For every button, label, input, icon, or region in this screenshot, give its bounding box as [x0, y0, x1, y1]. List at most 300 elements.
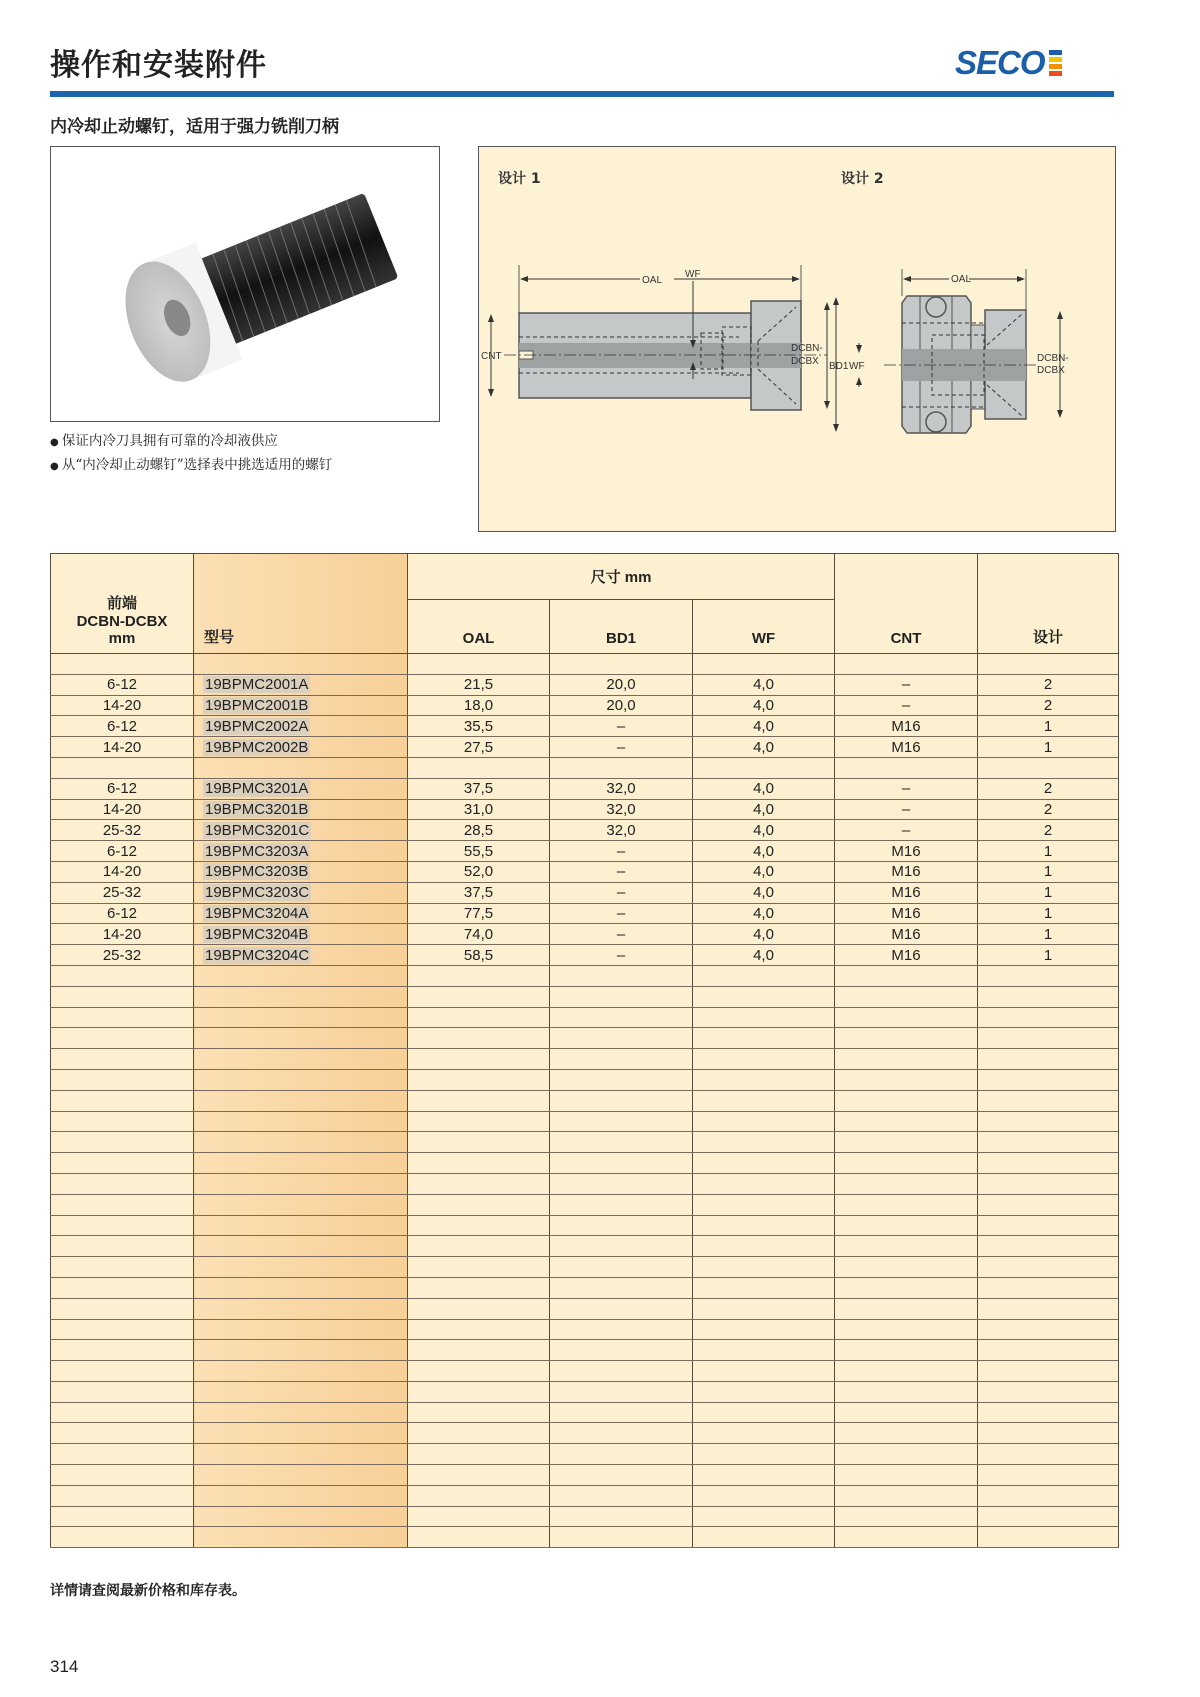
cell-cnt: [835, 1444, 978, 1465]
cell-oal: [408, 1069, 550, 1090]
blank-row: [51, 1090, 1119, 1111]
header-model: 型号: [194, 554, 408, 654]
blank-row: [51, 1236, 1119, 1257]
cell-bd1: –: [550, 716, 693, 737]
cell-oal: 21,5: [408, 674, 550, 695]
cell-design: [978, 986, 1119, 1007]
model-code: 19BPMC3201B: [205, 800, 309, 818]
cell-oal: [408, 1007, 550, 1028]
cell-cnt: [835, 1194, 978, 1215]
table-row: [51, 903, 1119, 924]
cell-bd1: [550, 1111, 693, 1132]
cell-oal: [408, 1298, 550, 1319]
cell-cnt: [835, 986, 978, 1007]
cell-oal: [408, 1423, 550, 1444]
cell-front-size: 6-12: [51, 903, 194, 924]
cell-model: [194, 841, 408, 862]
cell-design: [978, 1298, 1119, 1319]
cell-bd1: [550, 1277, 693, 1298]
cell-model: [194, 1069, 408, 1090]
model-code: 19BPMC2002A: [205, 717, 309, 735]
oal-dim-label: OAL: [642, 275, 663, 286]
cell-front-size: [51, 1028, 194, 1049]
cell-bd1: [550, 1069, 693, 1090]
cell-cnt: [835, 1402, 978, 1423]
cell-model: [194, 1340, 408, 1361]
cell-front-size: [51, 757, 194, 778]
feature-list: [50, 430, 332, 478]
technical-drawings: [478, 146, 1116, 532]
cell-wf: [693, 1444, 835, 1465]
cell-model: [194, 1423, 408, 1444]
cell-cnt: [835, 1215, 978, 1236]
cell-cnt: –: [835, 820, 978, 841]
cell-design: [978, 1153, 1119, 1174]
cell-design: [978, 1090, 1119, 1111]
cell-model: [194, 1173, 408, 1194]
cell-oal: [408, 1153, 550, 1174]
cell-oal: [408, 1090, 550, 1111]
cell-cnt: [835, 1173, 978, 1194]
cell-cnt: [835, 1465, 978, 1486]
cell-design: 2: [978, 820, 1119, 841]
cell-model: [194, 1465, 408, 1486]
blank-row: [51, 1527, 1119, 1548]
cell-wf: [693, 654, 835, 675]
cell-wf: 4,0: [693, 841, 835, 862]
cell-front-size: 25-32: [51, 945, 194, 966]
cell-front-size: [51, 1132, 194, 1153]
cell-front-size: [51, 1319, 194, 1340]
cnt-dim-label: CNT: [481, 351, 502, 362]
cell-oal: [408, 1236, 550, 1257]
header-front-line2: DCBN-DCBX: [76, 613, 168, 630]
cell-front-size: [51, 1277, 194, 1298]
cell-design: 1: [978, 861, 1119, 882]
cell-bd1: [550, 1381, 693, 1402]
cell-front-size: 14-20: [51, 861, 194, 882]
blank-row: [51, 1277, 1119, 1298]
cell-oal: 58,5: [408, 945, 550, 966]
cell-wf: [693, 1028, 835, 1049]
model-code: 19BPMC3204A: [205, 904, 309, 922]
cell-oal: [408, 1194, 550, 1215]
cell-design: [978, 1506, 1119, 1527]
cell-oal: 52,0: [408, 861, 550, 882]
cell-front-size: 14-20: [51, 799, 194, 820]
cell-front-size: 6-12: [51, 778, 194, 799]
oal-dim-label-2: OAL: [951, 274, 972, 285]
cell-design: 2: [978, 695, 1119, 716]
cell-design: [978, 1132, 1119, 1153]
cell-design: [978, 1423, 1119, 1444]
blank-row: [51, 1485, 1119, 1506]
feature-item: ● 从“内冷却止动螺钉”选择表中挑选适用的螺钉: [50, 454, 332, 478]
cell-model: [194, 1194, 408, 1215]
cell-wf: [693, 1361, 835, 1382]
model-code: 19BPMC3201A: [205, 780, 309, 798]
cell-design: 1: [978, 841, 1119, 862]
cell-cnt: M16: [835, 882, 978, 903]
cell-front-size: [51, 1298, 194, 1319]
cell-cnt: [835, 1153, 978, 1174]
blank-row: [51, 1465, 1119, 1486]
cell-bd1: [550, 757, 693, 778]
cell-model: [194, 799, 408, 820]
cell-model: [194, 695, 408, 716]
cell-oal: 35,5: [408, 716, 550, 737]
dcbx-dim-label-2: DCBX: [1037, 365, 1065, 376]
cell-oal: [408, 1173, 550, 1194]
cell-wf: [693, 1257, 835, 1278]
cell-bd1: [550, 1298, 693, 1319]
cell-front-size: [51, 1402, 194, 1423]
cell-wf: [693, 1236, 835, 1257]
cell-model: [194, 757, 408, 778]
cell-cnt: [835, 1506, 978, 1527]
cell-design: [978, 1049, 1119, 1070]
cell-design: 1: [978, 924, 1119, 945]
cell-model: [194, 1049, 408, 1070]
cell-cnt: [835, 1132, 978, 1153]
cell-wf: [693, 1153, 835, 1174]
cell-bd1: [550, 1319, 693, 1340]
header-wf: WF: [693, 600, 835, 654]
cell-bd1: [550, 1007, 693, 1028]
bd1-dim-label: BD1: [829, 361, 849, 372]
cell-model: [194, 1381, 408, 1402]
cell-cnt: [835, 1028, 978, 1049]
cell-wf: [693, 1298, 835, 1319]
cell-model: [194, 1277, 408, 1298]
design-2-label: 设计 2: [841, 171, 884, 187]
cell-cnt: [835, 1423, 978, 1444]
cell-front-size: [51, 654, 194, 675]
cell-oal: 77,5: [408, 903, 550, 924]
cell-bd1: 32,0: [550, 820, 693, 841]
cell-design: [978, 1361, 1119, 1382]
cell-model: [194, 1132, 408, 1153]
cell-wf: [693, 1194, 835, 1215]
cell-model: [194, 716, 408, 737]
cell-wf: 4,0: [693, 674, 835, 695]
cell-cnt: [835, 1381, 978, 1402]
cell-design: [978, 1236, 1119, 1257]
cell-wf: 4,0: [693, 799, 835, 820]
cell-front-size: 14-20: [51, 737, 194, 758]
cell-wf: [693, 757, 835, 778]
cell-bd1: [550, 1506, 693, 1527]
cell-model: [194, 1527, 408, 1548]
cell-design: [978, 1527, 1119, 1548]
cell-cnt: M16: [835, 903, 978, 924]
cell-model: [194, 1298, 408, 1319]
cell-front-size: [51, 1215, 194, 1236]
cell-wf: [693, 1527, 835, 1548]
cell-cnt: [835, 1277, 978, 1298]
model-code: 19BPMC2001B: [205, 696, 309, 714]
cell-oal: [408, 1485, 550, 1506]
cell-model: [194, 1257, 408, 1278]
cell-front-size: [51, 1257, 194, 1278]
blank-row: [51, 1215, 1119, 1236]
design-1-label: 设计 1: [498, 171, 541, 187]
cell-oal: 28,5: [408, 820, 550, 841]
cell-cnt: M16: [835, 737, 978, 758]
cell-wf: 4,0: [693, 820, 835, 841]
cell-oal: [408, 1402, 550, 1423]
cell-model: [194, 820, 408, 841]
model-code: 19BPMC3203C: [205, 884, 310, 902]
cell-bd1: 20,0: [550, 674, 693, 695]
cell-oal: [408, 1215, 550, 1236]
cell-oal: [408, 1049, 550, 1070]
cell-front-size: [51, 1069, 194, 1090]
cell-oal: [408, 1381, 550, 1402]
cell-wf: 4,0: [693, 882, 835, 903]
cell-bd1: [550, 1340, 693, 1361]
design-1-drawing: [481, 170, 827, 410]
cell-oal: [408, 1527, 550, 1548]
cell-cnt: [835, 1236, 978, 1257]
cell-front-size: [51, 965, 194, 986]
cell-design: [978, 1194, 1119, 1215]
cell-front-size: 25-32: [51, 882, 194, 903]
cell-cnt: [835, 1527, 978, 1548]
blank-row: [51, 1298, 1119, 1319]
cell-front-size: [51, 1007, 194, 1028]
cell-wf: [693, 1173, 835, 1194]
table-row: [51, 882, 1119, 903]
cell-model: [194, 1090, 408, 1111]
model-code: 19BPMC3204C: [205, 946, 310, 964]
table-row: [51, 778, 1119, 799]
table-row: [51, 799, 1119, 820]
cell-wf: [693, 986, 835, 1007]
cell-wf: 4,0: [693, 924, 835, 945]
cell-bd1: [550, 1173, 693, 1194]
dcbn-dim-label-2: DCBN-: [1037, 353, 1069, 364]
cell-front-size: 14-20: [51, 695, 194, 716]
cell-model: [194, 1028, 408, 1049]
cell-cnt: [835, 1069, 978, 1090]
cell-wf: 4,0: [693, 903, 835, 924]
cell-cnt: [835, 654, 978, 675]
cell-bd1: [550, 1236, 693, 1257]
cell-design: [978, 1215, 1119, 1236]
cell-model: [194, 882, 408, 903]
cell-front-size: [51, 1381, 194, 1402]
cell-design: 1: [978, 903, 1119, 924]
cell-oal: 31,0: [408, 799, 550, 820]
cell-wf: [693, 1340, 835, 1361]
header-design: 设计: [978, 554, 1119, 654]
feature-item: ● 保证内冷刀具拥有可靠的冷却液供应: [50, 430, 332, 454]
cell-wf: [693, 1485, 835, 1506]
model-code: 19BPMC2002B: [205, 738, 309, 756]
cell-cnt: –: [835, 778, 978, 799]
header-dims: 尺寸 mm: [408, 554, 835, 600]
cell-oal: 55,5: [408, 841, 550, 862]
cell-model: [194, 737, 408, 758]
cell-design: [978, 1444, 1119, 1465]
cell-oal: [408, 1028, 550, 1049]
cell-bd1: [550, 1090, 693, 1111]
model-code: 19BPMC3203B: [205, 863, 309, 881]
header-front-line1: 前端: [106, 594, 137, 612]
cell-design: 1: [978, 737, 1119, 758]
cell-design: [978, 1402, 1119, 1423]
cell-cnt: [835, 1319, 978, 1340]
blank-row: [51, 1319, 1119, 1340]
cell-oal: [408, 1257, 550, 1278]
cell-front-size: [51, 1173, 194, 1194]
cell-design: 2: [978, 778, 1119, 799]
header-cnt: CNT: [835, 554, 978, 654]
blank-row: [51, 1007, 1119, 1028]
cell-bd1: –: [550, 861, 693, 882]
cell-front-size: [51, 1465, 194, 1486]
table-row: [51, 820, 1119, 841]
cell-cnt: [835, 1007, 978, 1028]
cell-oal: 27,5: [408, 737, 550, 758]
footnote: 详情请查阅最新价格和库存表。: [50, 1583, 246, 1599]
cell-design: [978, 654, 1119, 675]
cell-front-size: [51, 1090, 194, 1111]
cell-model: [194, 1007, 408, 1028]
blank-row: [51, 1028, 1119, 1049]
cell-front-size: [51, 986, 194, 1007]
table-row: [51, 674, 1119, 695]
cell-front-size: [51, 1194, 194, 1215]
cell-cnt: [835, 1049, 978, 1070]
table-row: [51, 924, 1119, 945]
cell-bd1: –: [550, 841, 693, 862]
cell-design: [978, 1465, 1119, 1486]
blank-row: [51, 1340, 1119, 1361]
cell-oal: [408, 1506, 550, 1527]
cell-bd1: [550, 1194, 693, 1215]
cell-design: [978, 1277, 1119, 1298]
model-code: 19BPMC3201C: [205, 821, 310, 839]
table-row: [51, 945, 1119, 966]
cell-wf: [693, 1465, 835, 1486]
model-code: 19BPMC2001A: [205, 676, 309, 694]
cell-model: [194, 778, 408, 799]
cell-bd1: [550, 1465, 693, 1486]
cell-model: [194, 924, 408, 945]
cell-oal: [408, 986, 550, 1007]
blank-row: [51, 1402, 1119, 1423]
cell-design: [978, 1111, 1119, 1132]
cell-front-size: 6-12: [51, 674, 194, 695]
cell-cnt: [835, 965, 978, 986]
blank-row: [51, 1361, 1119, 1382]
cell-front-size: [51, 1361, 194, 1382]
cell-oal: [408, 757, 550, 778]
blank-row: [51, 654, 1119, 675]
stop-screw-table: [50, 553, 1119, 1548]
cell-front-size: 6-12: [51, 716, 194, 737]
cell-wf: [693, 1132, 835, 1153]
cell-oal: 37,5: [408, 778, 550, 799]
cell-oal: [408, 1111, 550, 1132]
table-row: [51, 716, 1119, 737]
cell-wf: [693, 1090, 835, 1111]
blank-row: [51, 1153, 1119, 1174]
cell-front-size: 14-20: [51, 924, 194, 945]
cell-bd1: [550, 1215, 693, 1236]
blank-row: [51, 1506, 1119, 1527]
cell-model: [194, 861, 408, 882]
table-row: [51, 861, 1119, 882]
cell-oal: 18,0: [408, 695, 550, 716]
cell-bd1: 32,0: [550, 799, 693, 820]
cell-bd1: –: [550, 903, 693, 924]
cell-wf: [693, 1402, 835, 1423]
cell-wf: [693, 1506, 835, 1527]
header-front-line3: mm: [108, 630, 136, 647]
blank-row: [51, 757, 1119, 778]
cell-front-size: [51, 1444, 194, 1465]
cell-front-size: 25-32: [51, 820, 194, 841]
cell-cnt: [835, 1485, 978, 1506]
cell-cnt: [835, 1340, 978, 1361]
cell-design: [978, 1319, 1119, 1340]
cell-wf: 4,0: [693, 861, 835, 882]
cell-bd1: 32,0: [550, 778, 693, 799]
cell-model: [194, 674, 408, 695]
cell-design: 2: [978, 799, 1119, 820]
cell-front-size: [51, 1423, 194, 1444]
section-subtitle: 内冷却止动螺钉，适用于强力铣削刀柄: [50, 117, 339, 137]
cell-model: [194, 1444, 408, 1465]
cell-wf: 4,0: [693, 778, 835, 799]
cell-bd1: –: [550, 737, 693, 758]
cell-front-size: [51, 1340, 194, 1361]
cell-bd1: [550, 1423, 693, 1444]
cell-model: [194, 965, 408, 986]
cell-front-size: [51, 1049, 194, 1070]
blank-row: [51, 1444, 1119, 1465]
blank-row: [51, 1049, 1119, 1070]
cell-wf: [693, 1423, 835, 1444]
cell-cnt: M16: [835, 861, 978, 882]
cell-design: [978, 1257, 1119, 1278]
cell-front-size: [51, 1111, 194, 1132]
cell-model: [194, 1153, 408, 1174]
cell-bd1: [550, 654, 693, 675]
cell-oal: [408, 1465, 550, 1486]
seco-logo: [955, 46, 1062, 80]
cell-oal: [408, 654, 550, 675]
dcbn-dim-label: DCBN-: [791, 343, 823, 354]
blank-row: [51, 1257, 1119, 1278]
cell-wf: [693, 1215, 835, 1236]
cell-oal: [408, 1444, 550, 1465]
cell-oal: [408, 1361, 550, 1382]
cell-model: [194, 1485, 408, 1506]
wf-dim-label-2: WF: [849, 361, 865, 372]
cell-design: 1: [978, 945, 1119, 966]
cell-front-size: [51, 1485, 194, 1506]
cell-bd1: [550, 1485, 693, 1506]
cell-design: [978, 1007, 1119, 1028]
cell-model: [194, 945, 408, 966]
model-code: 19BPMC3204B: [205, 925, 309, 943]
design-2-drawing: [829, 170, 1069, 433]
blank-row: [51, 1069, 1119, 1090]
